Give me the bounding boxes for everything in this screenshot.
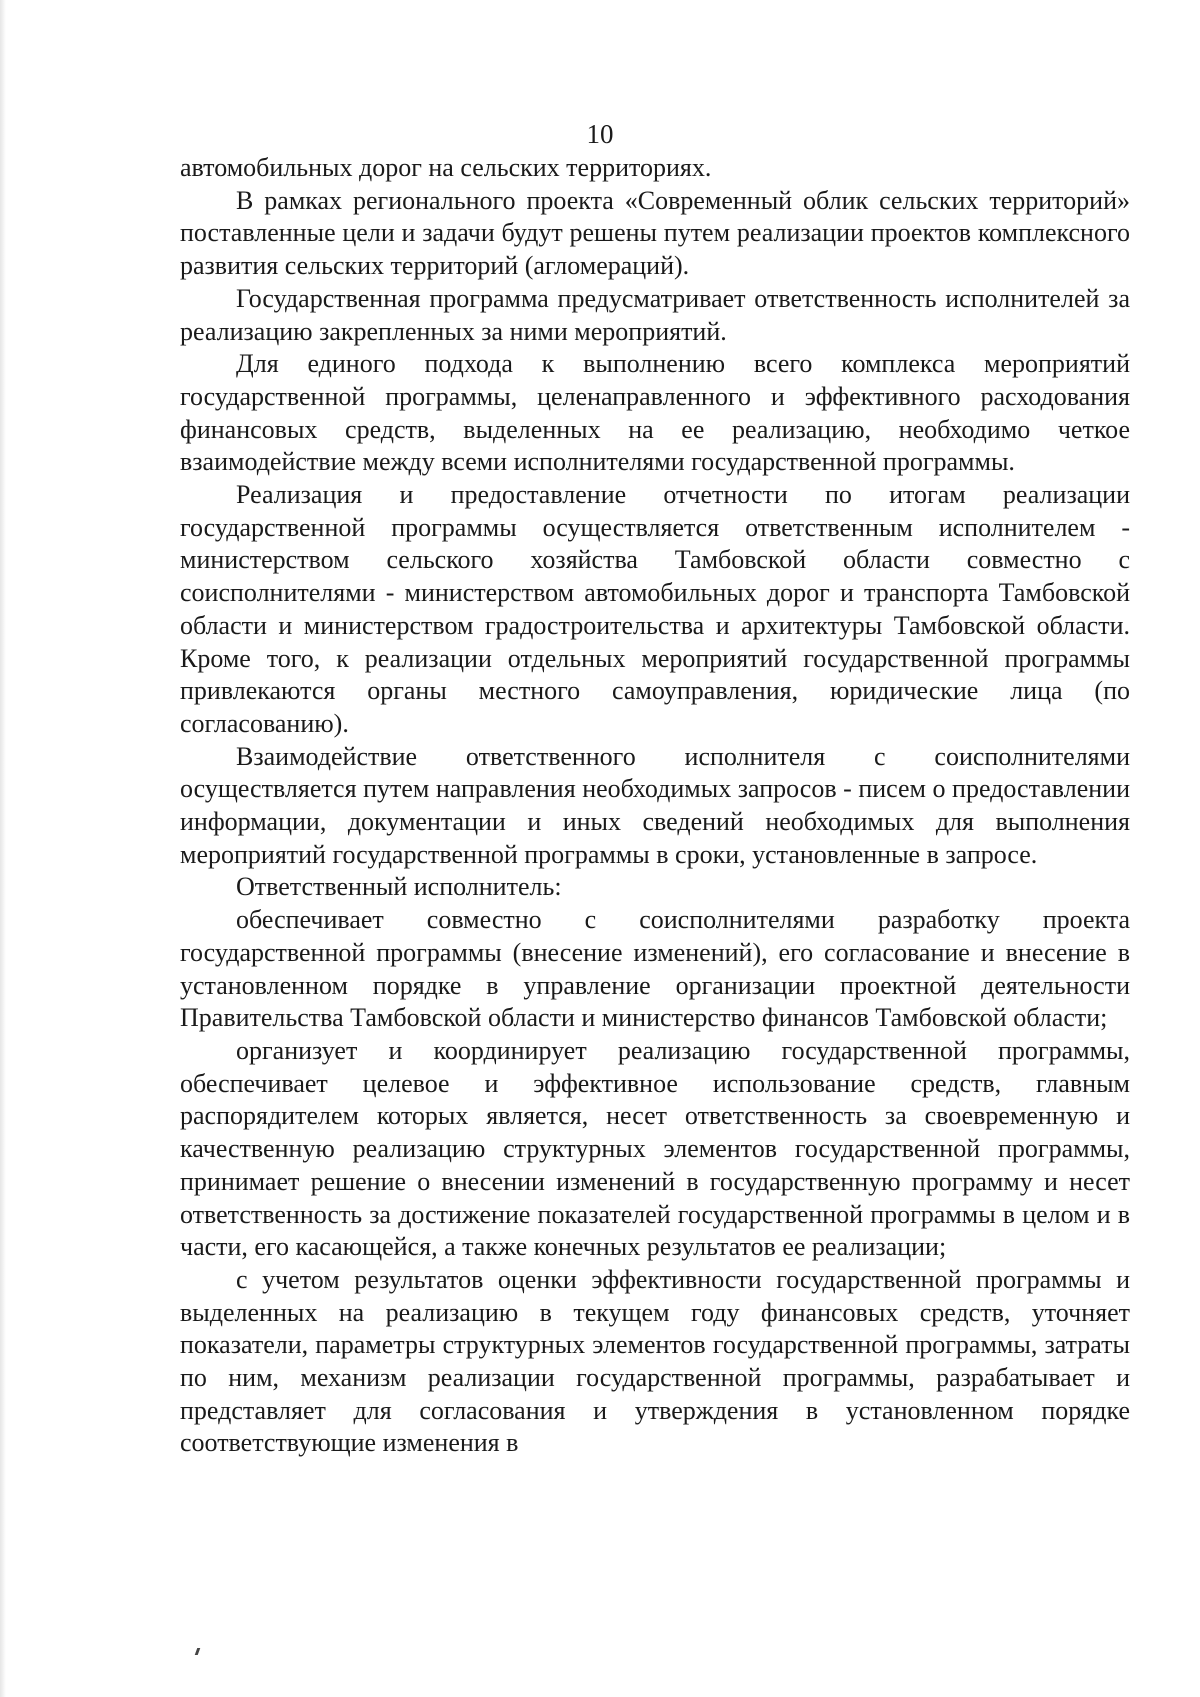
paragraph-unified-approach: Для единого подхода к выполнению всего комплекса мероприятий государственной программы, целенаправленного и эффективного расходования финансовых средств, выделенных на ее реализацию, необходимо четкое взаимодействие между всеми исполнителями государственной программы. <box>180 349 1130 477</box>
scan-edge-shadow <box>0 0 6 1697</box>
paragraph-ensures: обеспечивает совместно с соисполнителями разработку проекта государственной программы (внесение изменений), его согласование и внесение в установленном порядке в управление организации проектной деятельности Правительства Тамбовской области и министерство финансов Тамбовской области; <box>180 905 1130 1033</box>
paragraph-interaction: Взаимодействие ответственного исполнителя с соисполнителями осуществляется путем направления необходимых запросов - писем о предоставлении информации, документации и иных сведений необходимых для выполнения мероприятий государственной программы в сроки, установленные в запросе. <box>180 741 1130 869</box>
paragraph-regional-project: В рамках регионального проекта «Современный облик сельских территорий» поставленные цели и задачи будут решены путем реализации проектов комплексного развития сельских территорий (агломераций). <box>180 185 1130 281</box>
paragraph-continuation: автомобильных дорог на сельских территориях. <box>180 153 712 182</box>
paragraph-responsible-executor-heading: Ответственный исполнитель: <box>236 872 562 902</box>
scan-artifact-mark <box>195 1648 201 1655</box>
paragraph-responsibility: Государственная программа предусматривает ответственность исполнителей за реализацию закрепленных за ними мероприятий. <box>180 283 1130 346</box>
document-body <box>180 152 1130 1460</box>
paragraph-reporting: Реализация и предоставление отчетности по итогам реализации государственной программы осуществляется ответственным исполнителем - министерством сельского хозяйства Тамбовской области совместно с соисполнителями - министерством автомобильных дорог и транспорта Тамбовской области и министерством градостроительства и архитектуры Тамбовской области. Кроме того, к реализации отдельных мероприятий государственной программы привлекаются органы местного самоуправления, юридические лица (по согласованию). <box>180 480 1130 738</box>
page-number: 10 <box>586 119 614 149</box>
paragraph-evaluation: с учетом результатов оценки эффективности государственной программы и выделенных на реализацию в текущем году финансовых средств, уточняет показатели, параметры структурных элементов государственной программы, затраты по ним, механизм реализации государственной программы, разрабатывает и представляет для согласования и утверждения в установленном порядке соответствующие изменения в <box>180 1264 1130 1458</box>
paragraph-organizes: организует и координирует реализацию государственной программы, обеспечивает целевое и эффективное использование средств, главным распорядителем которых является, несет ответственность за своевременную и качественную реализацию структурных элементов государственной программы, принимает решение о внесении изменений в государственную программу и несет ответственность за достижение показателей государственной программы в целом и в части, его касающейся, а также конечных результатов ее реализации; <box>180 1035 1130 1262</box>
